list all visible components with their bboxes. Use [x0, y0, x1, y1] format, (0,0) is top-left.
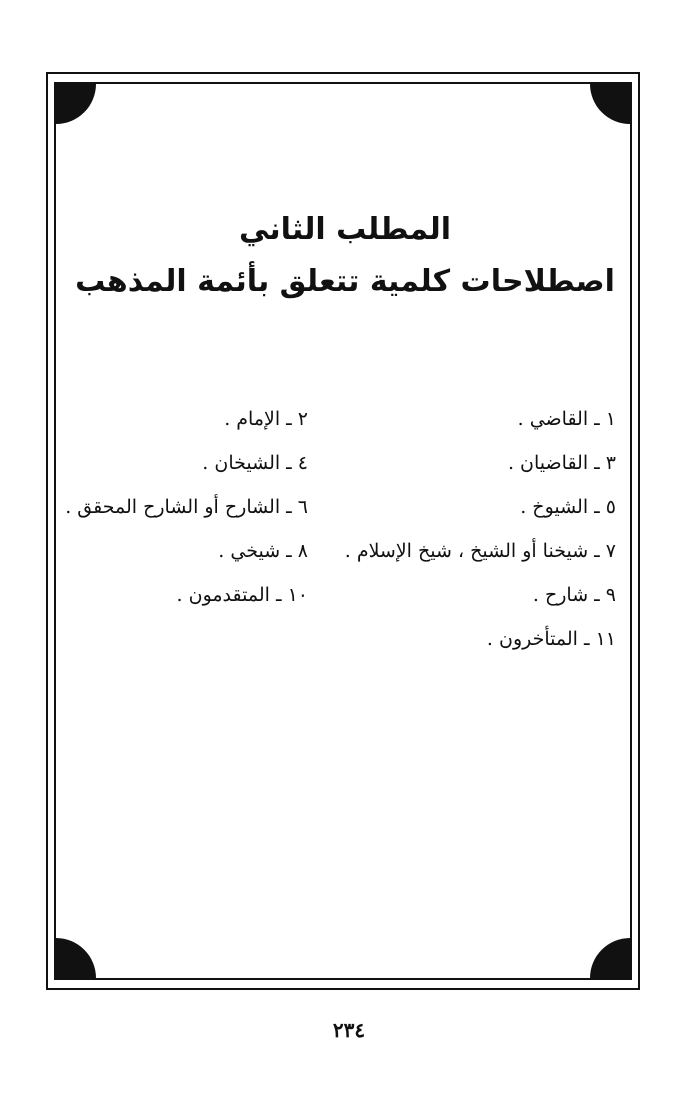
list-item: ١ ـ القاضي . — [517, 408, 616, 430]
list-item: ٥ ـ الشيوخ . — [520, 496, 616, 518]
terms-list — [60, 408, 616, 668]
list-item: ٢ ـ الإمام . — [224, 408, 308, 430]
list-item: ٤ ـ الشيخان . — [202, 452, 308, 474]
list-item: ٩ ـ شارح . — [532, 584, 616, 606]
list-item: ٦ ـ الشارح أو الشارح المحقق . — [65, 496, 308, 518]
page-number: ٢٣٤ — [332, 1018, 366, 1042]
list-item: ٨ ـ شيخي . — [218, 540, 308, 562]
section-subtitle: اصطلاحات كلمية تتعلق بأئمة المذهب — [75, 264, 615, 299]
list-item: ٣ ـ القاضيان . — [507, 452, 616, 474]
list-item: ١٠ ـ المتقدمون . — [176, 584, 308, 606]
list-item: ٧ ـ شيخنا أو الشيخ ، شيخ الإسلام . — [344, 540, 616, 562]
list-item: ١١ ـ المتأخرون . — [486, 628, 616, 650]
section-title: المطلب الثاني — [238, 212, 451, 247]
